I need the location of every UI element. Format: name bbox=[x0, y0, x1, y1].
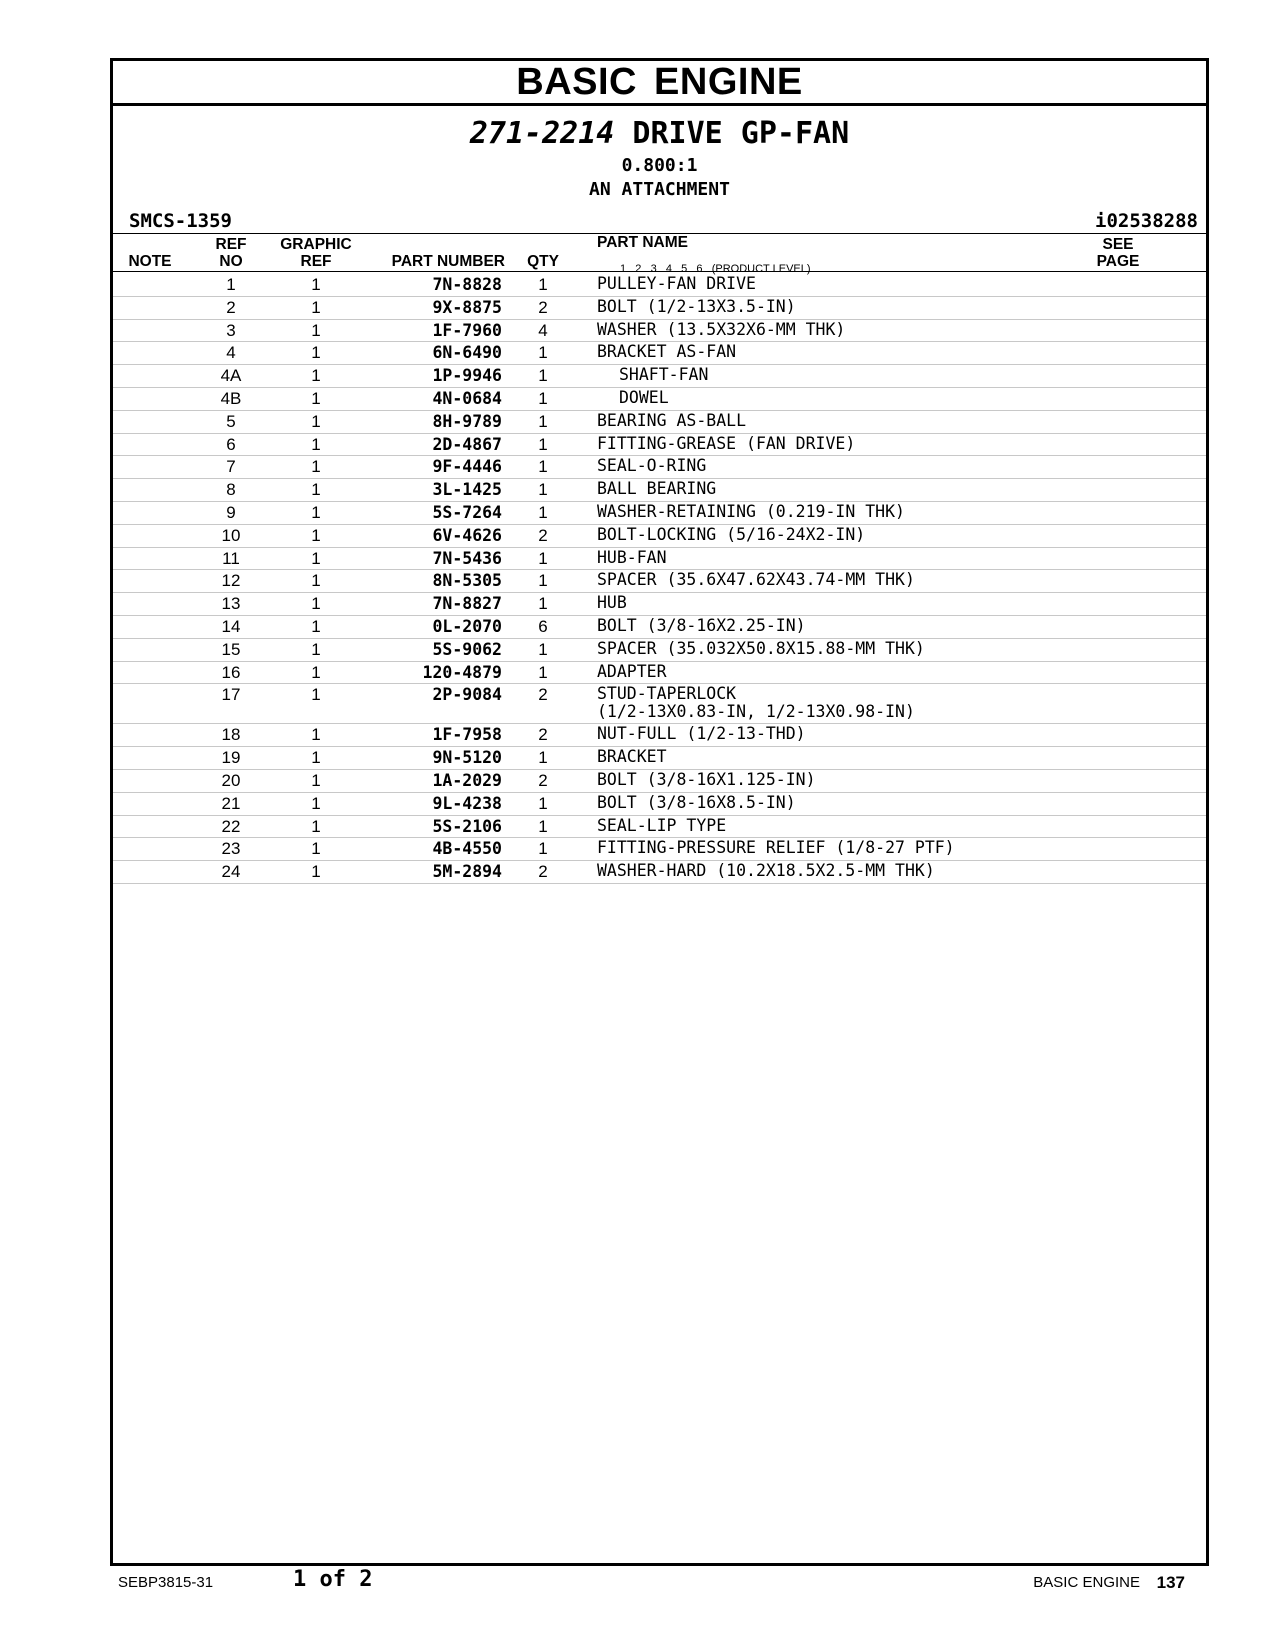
qty-cell: 6 bbox=[538, 616, 548, 636]
part-number-cell: 4N-0684 bbox=[432, 388, 502, 408]
part-name-cell: BRACKET bbox=[597, 747, 667, 767]
part-name-cell: WASHER-RETAINING (0.219-IN THK) bbox=[597, 501, 905, 521]
ref-no-cell: 4A bbox=[220, 366, 242, 386]
part-name-cell: BOLT (3/8-16X8.5-IN) bbox=[597, 792, 796, 812]
graphic-ref-cell: 1 bbox=[311, 297, 321, 317]
part-number-cell: 9F-4446 bbox=[432, 457, 502, 477]
qty-cell: 1 bbox=[538, 434, 548, 454]
table-row bbox=[113, 502, 1206, 525]
part-name-cell: ADAPTER bbox=[597, 661, 667, 681]
group-ratio: 0.800:1 bbox=[621, 155, 698, 176]
graphic-ref-cell: 1 bbox=[311, 816, 321, 836]
graphic-ref-cell: 1 bbox=[311, 839, 321, 859]
graphic-ref-cell: 1 bbox=[311, 571, 321, 591]
table-row bbox=[113, 320, 1206, 343]
qty-cell: 1 bbox=[538, 275, 548, 294]
graphic-ref-cell: 1 bbox=[311, 616, 321, 636]
part-name-cell: FITTING-PRESSURE RELIEF (1/8-27 PTF) bbox=[597, 838, 955, 858]
ref-no-cell: 24 bbox=[221, 862, 241, 882]
part-name-cell: BOLT (1/2-13X3.5-IN) bbox=[597, 296, 796, 316]
table-row bbox=[113, 724, 1206, 747]
part-name-cell: SPACER (35.032X50.8X15.88-MM THK) bbox=[597, 638, 925, 658]
qty-cell: 4 bbox=[538, 320, 548, 340]
col-graphic-ref-header-1: GRAPHIC bbox=[280, 236, 352, 253]
col-part-name-header: PART NAME bbox=[597, 234, 688, 251]
col-note-header: NOTE bbox=[128, 253, 172, 270]
page-of-indicator: 1 of 2 bbox=[293, 1567, 373, 1592]
table-row bbox=[113, 365, 1206, 388]
qty-cell: 1 bbox=[538, 839, 548, 859]
table-row bbox=[113, 838, 1206, 861]
ref-no-cell: 15 bbox=[221, 639, 241, 659]
part-number-cell: 1F-7960 bbox=[432, 320, 502, 340]
table-row bbox=[113, 548, 1206, 571]
graphic-ref-cell: 1 bbox=[311, 366, 321, 386]
table-row bbox=[113, 816, 1206, 839]
illustration-id: i02538288 bbox=[1095, 210, 1198, 232]
part-name-cell: STUD-TAPERLOCK (1/2-13X0.83-IN, 1/2-13X0.98-IN) bbox=[597, 684, 915, 722]
qty-cell: 1 bbox=[538, 366, 548, 386]
graphic-ref-cell: 1 bbox=[311, 411, 321, 431]
ref-no-cell: 22 bbox=[221, 816, 241, 836]
qty-cell: 1 bbox=[538, 480, 548, 500]
table-row bbox=[113, 639, 1206, 662]
part-name-cell: SPACER (35.6X47.62X43.74-MM THK) bbox=[597, 570, 915, 590]
part-number-cell: 7N-5436 bbox=[432, 548, 502, 568]
table-row bbox=[113, 662, 1206, 685]
qty-cell: 1 bbox=[538, 816, 548, 836]
table-row bbox=[113, 342, 1206, 365]
table-row bbox=[113, 684, 1206, 724]
part-number-cell: 6V-4626 bbox=[432, 525, 502, 545]
part-name-cell: DOWEL bbox=[619, 387, 669, 407]
part-number-cell: 7N-8827 bbox=[432, 594, 502, 614]
qty-cell: 1 bbox=[538, 639, 548, 659]
graphic-ref-cell: 1 bbox=[311, 480, 321, 500]
graphic-ref-cell: 1 bbox=[311, 793, 321, 813]
part-number-cell: 1F-7958 bbox=[432, 725, 502, 745]
product-level-scale: 1 2 3 4 5 6 (PRODUCT LEVEL) bbox=[620, 263, 811, 275]
table-row bbox=[113, 297, 1206, 320]
qty-cell: 1 bbox=[538, 411, 548, 431]
ref-no-cell: 7 bbox=[226, 457, 236, 477]
graphic-ref-cell: 1 bbox=[311, 770, 321, 790]
ref-no-cell: 12 bbox=[221, 571, 241, 591]
group-title bbox=[113, 116, 1206, 152]
part-name-cell: WASHER (13.5X32X6-MM THK) bbox=[597, 319, 846, 339]
table-row bbox=[113, 434, 1206, 457]
table-row bbox=[113, 388, 1206, 411]
ref-no-cell: 8 bbox=[226, 480, 236, 500]
graphic-ref-cell: 1 bbox=[311, 388, 321, 408]
graphic-ref-cell: 1 bbox=[311, 320, 321, 340]
part-number-cell: 5M-2894 bbox=[432, 862, 502, 882]
col-ref-no-header-2: NO bbox=[219, 253, 243, 270]
graphic-ref-cell: 1 bbox=[311, 639, 321, 659]
ref-no-cell: 18 bbox=[221, 725, 241, 745]
document-number: SEBP3815-31 bbox=[118, 1574, 214, 1591]
part-name-cell: SEAL-LIP TYPE bbox=[597, 815, 727, 835]
part-number-cell: 2P-9084 bbox=[432, 685, 502, 705]
part-number-cell: 9X-8875 bbox=[432, 297, 502, 317]
col-ref-no-header-1: REF bbox=[215, 236, 247, 253]
ref-no-cell: 3 bbox=[226, 320, 236, 340]
part-name-cell: BOLT (3/8-16X2.25-IN) bbox=[597, 615, 806, 635]
ref-no-cell: 17 bbox=[221, 685, 241, 705]
qty-cell: 1 bbox=[538, 793, 548, 813]
graphic-ref-cell: 1 bbox=[311, 343, 321, 363]
group-note: AN ATTACHMENT bbox=[589, 179, 730, 200]
table-row bbox=[113, 861, 1206, 884]
table-row bbox=[113, 793, 1206, 816]
qty-cell: 2 bbox=[538, 770, 548, 790]
graphic-ref-cell: 1 bbox=[311, 685, 321, 705]
part-name-cell: HUB bbox=[597, 593, 627, 613]
table-row bbox=[113, 570, 1206, 593]
table-row bbox=[113, 747, 1206, 770]
footer-section-name: BASIC ENGINE bbox=[1033, 1574, 1140, 1591]
part-name-cell: BEARING AS-BALL bbox=[597, 410, 747, 430]
ref-no-cell: 23 bbox=[221, 839, 241, 859]
part-name-cell: BALL BEARING bbox=[597, 479, 717, 499]
ref-no-cell: 9 bbox=[226, 502, 236, 522]
section-title: BASIC ENGINE bbox=[113, 61, 1206, 106]
graphic-ref-cell: 1 bbox=[311, 434, 321, 454]
part-number-cell: 9N-5120 bbox=[432, 748, 502, 768]
part-number-cell: 7N-8828 bbox=[432, 275, 502, 294]
ref-no-cell: 13 bbox=[221, 594, 241, 614]
qty-cell: 2 bbox=[538, 297, 548, 317]
qty-cell: 1 bbox=[538, 343, 548, 363]
part-name-cell: SHAFT-FAN bbox=[619, 365, 709, 385]
ref-no-cell: 4B bbox=[220, 388, 242, 408]
qty-cell: 2 bbox=[538, 725, 548, 745]
ref-no-cell: 2 bbox=[226, 297, 236, 317]
part-number-cell: 0L-2070 bbox=[432, 616, 502, 636]
col-see-page-header-2: PAGE bbox=[1096, 253, 1140, 270]
part-number-cell: 4B-4550 bbox=[432, 839, 502, 859]
qty-cell: 2 bbox=[538, 862, 548, 882]
qty-cell: 1 bbox=[538, 594, 548, 614]
part-number-cell: 5S-7264 bbox=[432, 502, 502, 522]
part-name-cell: BOLT (3/8-16X1.125-IN) bbox=[597, 769, 816, 789]
part-number-cell: 1A-2029 bbox=[432, 770, 502, 790]
part-number-cell: 8H-9789 bbox=[432, 411, 502, 431]
part-name-cell: SEAL-O-RING bbox=[597, 456, 707, 476]
part-number-cell: 6N-6490 bbox=[432, 343, 502, 363]
qty-cell: 1 bbox=[538, 457, 548, 477]
group-name: DRIVE GP-FAN bbox=[632, 116, 850, 151]
ref-no-cell: 10 bbox=[221, 525, 241, 545]
page-number: 137 bbox=[1156, 1573, 1185, 1592]
parts-list bbox=[113, 274, 1206, 884]
col-see-page-header-1: SEE bbox=[1102, 236, 1134, 253]
table-row bbox=[113, 616, 1206, 639]
graphic-ref-cell: 1 bbox=[311, 662, 321, 682]
table-row bbox=[113, 525, 1206, 548]
part-number-cell: 2D-4867 bbox=[432, 434, 502, 454]
col-qty-header: QTY bbox=[527, 253, 559, 270]
part-number-cell: 5S-9062 bbox=[432, 639, 502, 659]
part-name-cell: NUT-FULL (1/2-13-THD) bbox=[597, 724, 806, 744]
part-number-cell: 3L-1425 bbox=[432, 480, 502, 500]
part-name-cell: WASHER-HARD (10.2X18.5X2.5-MM THK) bbox=[597, 861, 935, 881]
smcs-code: SMCS-1359 bbox=[129, 210, 232, 232]
part-number-cell: 120-4879 bbox=[422, 662, 502, 682]
ref-no-cell: 11 bbox=[222, 548, 240, 568]
graphic-ref-cell: 1 bbox=[311, 594, 321, 614]
qty-cell: 2 bbox=[538, 685, 548, 705]
col-graphic-ref-header-2: REF bbox=[300, 253, 332, 270]
graphic-ref-cell: 1 bbox=[311, 525, 321, 545]
qty-cell: 1 bbox=[538, 548, 548, 568]
qty-cell: 1 bbox=[538, 748, 548, 768]
graphic-ref-cell: 1 bbox=[311, 748, 321, 768]
ref-no-cell: 20 bbox=[221, 770, 241, 790]
part-number-cell: 8N-5305 bbox=[432, 571, 502, 591]
qty-cell: 1 bbox=[538, 662, 548, 682]
qty-cell: 1 bbox=[538, 571, 548, 591]
ref-no-cell: 21 bbox=[221, 793, 241, 813]
part-name-cell: HUB-FAN bbox=[597, 547, 667, 567]
part-name-cell: FITTING-GREASE (FAN DRIVE) bbox=[597, 433, 856, 453]
header-bottom-rule bbox=[113, 271, 1206, 272]
part-name-cell: BRACKET AS-FAN bbox=[597, 342, 737, 362]
col-part-number-header: PART NUMBER bbox=[391, 253, 505, 270]
graphic-ref-cell: 1 bbox=[311, 725, 321, 745]
ref-no-cell: 4 bbox=[226, 343, 236, 363]
ref-no-cell: 5 bbox=[226, 411, 236, 431]
table-row bbox=[113, 456, 1206, 479]
part-number-cell: 1P-9946 bbox=[432, 366, 502, 386]
ref-no-cell: 1 bbox=[226, 275, 236, 294]
part-name-cell: BOLT-LOCKING (5/16-24X2-IN) bbox=[597, 524, 866, 544]
ref-no-cell: 14 bbox=[221, 616, 241, 636]
part-number-cell: 5S-2106 bbox=[432, 816, 502, 836]
part-name-cell: PULLEY-FAN DRIVE bbox=[597, 274, 756, 293]
graphic-ref-cell: 1 bbox=[311, 862, 321, 882]
table-row bbox=[113, 479, 1206, 502]
ref-no-cell: 16 bbox=[221, 662, 241, 682]
table-row bbox=[113, 770, 1206, 793]
part-number-cell: 9L-4238 bbox=[432, 793, 502, 813]
qty-cell: 2 bbox=[538, 525, 548, 545]
ref-no-cell: 6 bbox=[226, 434, 236, 454]
parts-page-frame bbox=[110, 58, 1209, 1566]
table-row bbox=[113, 593, 1206, 616]
ref-no-cell: 19 bbox=[221, 748, 241, 768]
table-row bbox=[113, 411, 1206, 434]
qty-cell: 1 bbox=[538, 502, 548, 522]
graphic-ref-cell: 1 bbox=[311, 548, 321, 568]
graphic-ref-cell: 1 bbox=[311, 457, 321, 477]
qty-cell: 1 bbox=[538, 388, 548, 408]
graphic-ref-cell: 1 bbox=[311, 275, 321, 294]
group-part-number: 271-2214 bbox=[469, 116, 615, 151]
table-row bbox=[113, 274, 1206, 297]
graphic-ref-cell: 1 bbox=[311, 502, 321, 522]
